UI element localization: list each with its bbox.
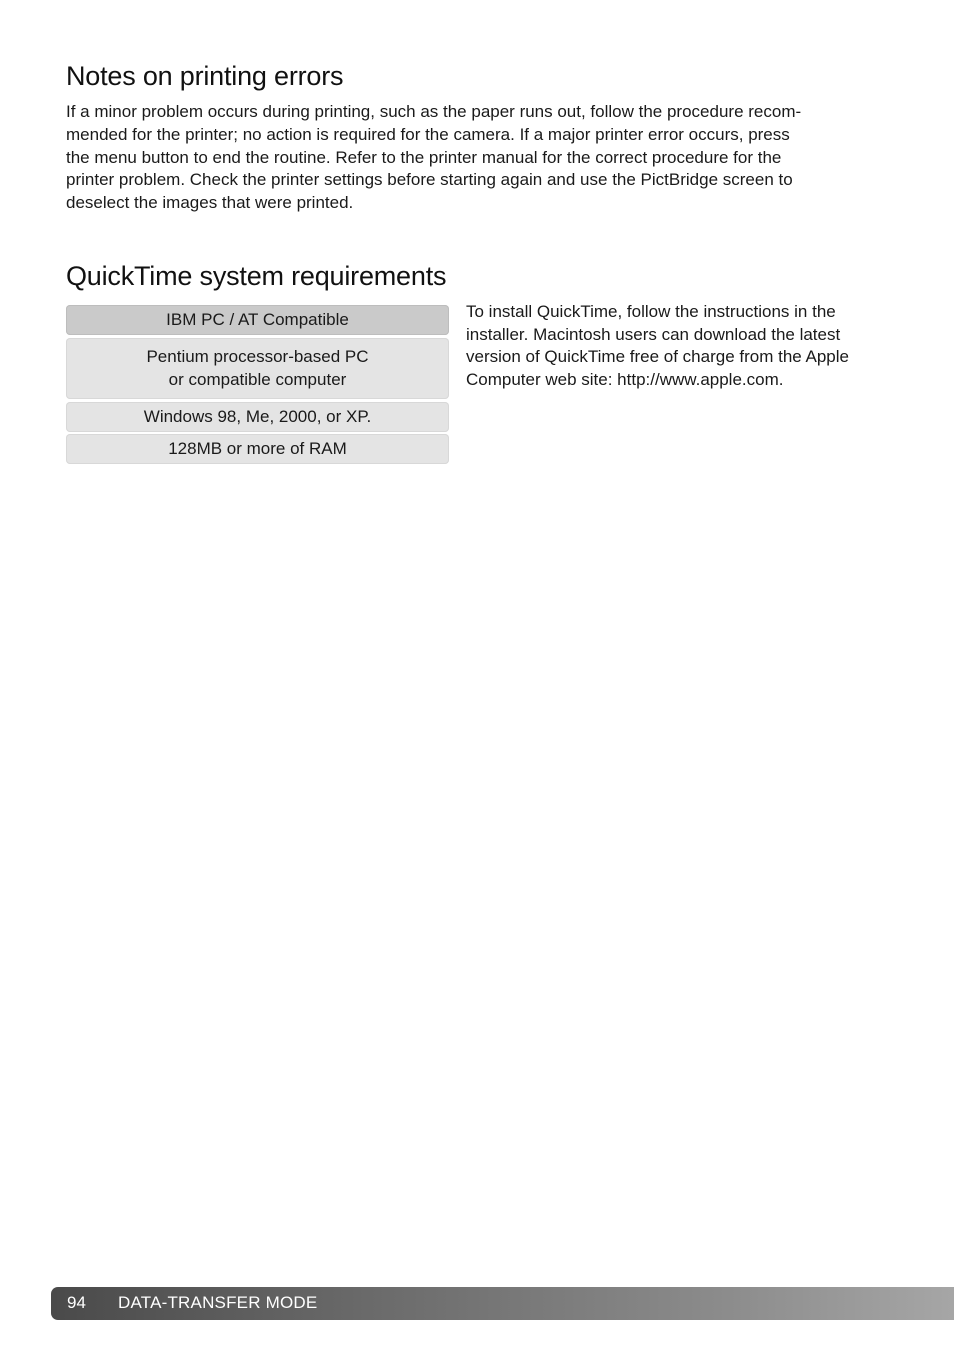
paragraph-line: version of QuickTime free of charge from the Apple	[466, 347, 849, 367]
requirements-cell-line: Windows 98, Me, 2000, or XP.	[143, 406, 372, 426]
paragraph-line: deselect the images that were printed.	[66, 193, 354, 213]
quicktime-install-paragraph	[466, 301, 896, 392]
section-title-printing-errors: Notes on printing errors	[66, 61, 344, 91]
paragraph-line: Computer web site: http://www.apple.com.	[466, 370, 784, 390]
paragraph-line: To install QuickTime, follow the instructions in the	[466, 302, 836, 321]
requirements-cell-line: Pentium processor-based PC	[146, 347, 369, 366]
requirements-row-ram	[66, 434, 449, 464]
requirements-cell-line: 128MB or more of RAM	[168, 438, 347, 458]
requirements-cell-line: or compatible computer	[168, 369, 347, 389]
requirements-row-os	[66, 402, 449, 432]
paragraph-line: installer. Macintosh users can download the latest	[466, 324, 841, 344]
requirements-header-label: IBM PC / AT Compatible	[166, 309, 349, 329]
footer-section-title: DATA-TRANSFER MODE	[118, 1293, 318, 1312]
requirements-table-header	[66, 305, 449, 335]
section-title-quicktime-requirements: QuickTime system requirements	[66, 261, 447, 291]
paragraph-line: mended for the printer; no action is required for the camera. If a major printer error occurs, press	[66, 124, 790, 144]
paragraph-line: If a minor problem occurs during printing, such as the paper runs out, follow the procedure recom-	[66, 102, 802, 121]
printing-errors-paragraph	[66, 101, 884, 215]
page-number: 94	[67, 1293, 86, 1312]
requirements-row-processor	[66, 338, 449, 399]
paragraph-line: printer problem. Check the printer settings before starting again and use the PictBridge screen to	[66, 170, 793, 190]
paragraph-line: the menu button to end the routine. Refer to the printer manual for the correct procedure for the	[66, 147, 782, 167]
